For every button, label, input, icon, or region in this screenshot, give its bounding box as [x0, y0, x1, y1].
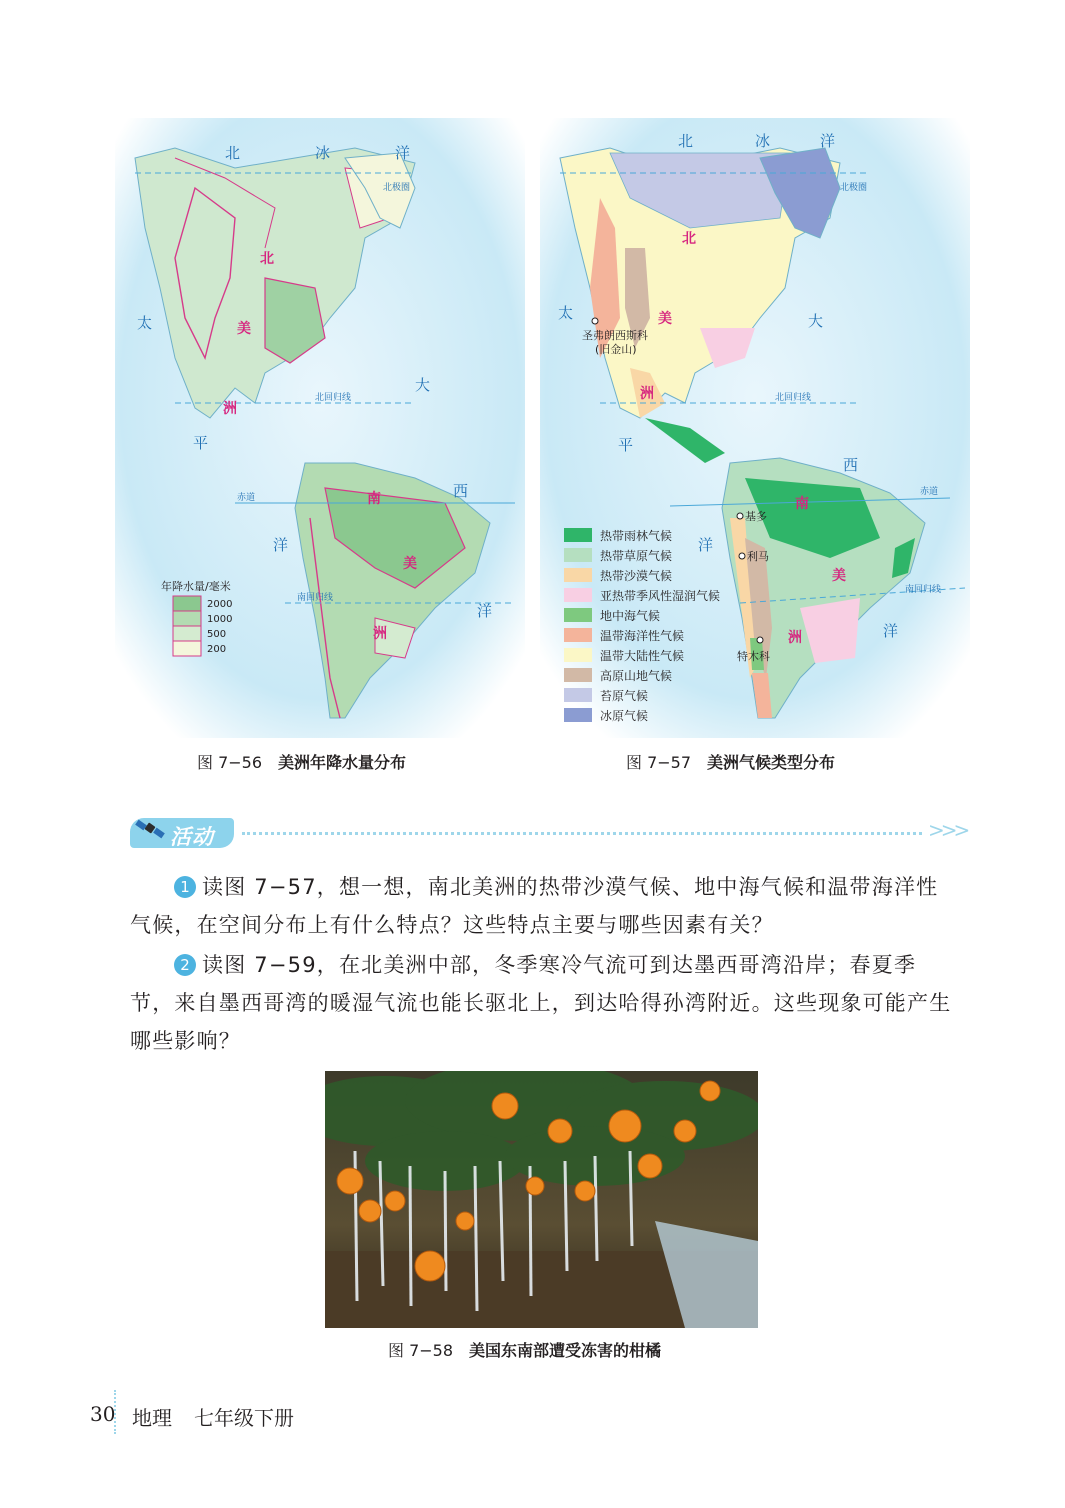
figure-caption-7-56 — [197, 750, 406, 773]
footer-grade: 七年级下册 — [194, 1406, 294, 1430]
figure-caption-7-57 — [626, 750, 835, 773]
activity-header — [130, 812, 967, 856]
caption-number: 图 7−57 — [626, 753, 692, 772]
legend-swatch — [564, 668, 592, 682]
legend-label: 亚热带季风性湿润气候 — [600, 589, 721, 603]
question-number-badge: 2 — [174, 954, 196, 976]
legend-label: 温带海洋性气候 — [600, 629, 685, 643]
legend-swatch — [564, 608, 592, 622]
legend-label: 温带大陆性气候 — [600, 649, 685, 663]
map1-ocean-label: 大 — [415, 376, 431, 394]
legend-swatch — [564, 648, 592, 662]
legend-label: 500 — [207, 629, 227, 640]
map2-ocean-label: 大 — [808, 312, 824, 330]
map1-continent-label: 南 — [367, 491, 381, 507]
map1-continent-label: 美 — [403, 556, 417, 572]
map1-arctic-circle-label: 北极圈 — [383, 183, 411, 193]
map2-ocean-label: 冰 — [755, 132, 771, 150]
map2-continent-label: 北 — [682, 231, 696, 247]
city-marker — [592, 318, 598, 324]
legend-swatch — [564, 528, 592, 542]
map2-ocean-label: 平 — [618, 436, 634, 454]
activity-question-2 — [130, 946, 952, 1060]
map1-continent-label: 洲 — [373, 626, 387, 642]
map1-ocean-label: 洋 — [395, 144, 411, 162]
legend-swatch — [564, 708, 592, 722]
legend-label: 苔原气候 — [600, 689, 649, 703]
map2-ocean-label: 西 — [843, 456, 859, 474]
city-marker — [737, 513, 743, 519]
map1-continent-label: 洲 — [223, 401, 237, 417]
map1-ocean-label: 太 — [137, 314, 153, 332]
question-text: 读图 7−59，在北美洲中部，冬季寒冷气流可到达墨西哥湾沿岸；春夏季节，来自墨西哥湾的暖湿气流也能长驱北上，到达哈得孙湾附近。这些现象可能产生哪些影响？ — [130, 953, 952, 1053]
legend-label: 高原山地气候 — [600, 669, 673, 683]
map2-ocean-label: 洋 — [820, 132, 836, 150]
map2-ocean-label: 洋 — [883, 622, 899, 640]
legend-swatch — [173, 626, 201, 641]
caption-title: 美洲气候类型分布 — [707, 753, 836, 772]
map2-ocean-label: 洋 — [698, 536, 714, 554]
activity-question-1 — [130, 868, 952, 944]
map2-ocean-label: 北 — [678, 132, 694, 150]
legend-swatch — [564, 568, 592, 582]
city-label-quito: 基多 — [745, 510, 767, 523]
legend-swatch — [564, 628, 592, 642]
satellite-icon — [134, 814, 168, 848]
map1-ocean-label: 洋 — [273, 536, 289, 554]
map1-equator-label: 赤道 — [237, 493, 256, 503]
city-label-san-francisco: 圣弗朗西斯科 — [582, 329, 648, 342]
precipitation-map — [115, 118, 525, 738]
map2-tropic-capricorn-label: 南回归线 — [905, 585, 942, 595]
caption-title: 美国东南部遭受冻害的柑橘 — [469, 1341, 662, 1360]
caption-number: 图 7−56 — [197, 753, 263, 772]
figure-caption-7-58 — [388, 1338, 661, 1361]
legend-label: 热带草原气候 — [600, 549, 673, 563]
map1-ocean-label: 冰 — [315, 144, 331, 162]
page-number: 30 — [90, 1402, 116, 1426]
frozen-oranges-photo — [325, 1071, 758, 1328]
footer-divider — [114, 1390, 116, 1434]
map2-equator-label: 赤道 — [920, 487, 939, 497]
legend-swatch — [173, 611, 201, 626]
legend-label: 200 — [207, 644, 227, 655]
map1-ocean-label: 洋 — [477, 602, 493, 620]
map2-continent-label: 洲 — [640, 386, 654, 402]
legend-swatch — [564, 688, 592, 702]
footer-subject: 地理 — [132, 1406, 172, 1430]
map2-continent-label: 洲 — [788, 630, 802, 646]
legend-label: 地中海气候 — [600, 609, 661, 623]
legend-label: 冰原气候 — [600, 709, 649, 723]
legend-swatch — [173, 596, 201, 611]
activity-badge — [130, 818, 234, 848]
question-number-badge: 1 — [174, 876, 196, 898]
legend-label: 热带雨林气候 — [600, 529, 673, 543]
legend-label: 1000 — [207, 614, 233, 625]
city-marker — [739, 553, 745, 559]
legend-title: 年降水量/毫米 — [161, 580, 231, 593]
city-marker — [757, 637, 763, 643]
map1-tropic-cancer-label: 北回归线 — [315, 393, 352, 403]
map2-continent-label: 美 — [658, 311, 672, 327]
map2-ocean-label: 太 — [558, 304, 574, 322]
legend-swatch — [564, 548, 592, 562]
map1-ocean-label: 西 — [453, 482, 469, 500]
question-text: 读图 7−57，想一想，南北美洲的热带沙漠气候、地中海气候和温带海洋性气候，在空间分布上有什么特点？这些特点主要与哪些因素有关？ — [130, 875, 939, 937]
city-label-temuco: 特木科 — [737, 650, 770, 663]
legend-swatch — [564, 588, 592, 602]
caption-number: 图 7−58 — [388, 1341, 454, 1360]
map2-tropic-cancer-label: 北回归线 — [775, 393, 812, 403]
map2-continent-label: 美 — [832, 568, 846, 584]
map1-ocean-label: 平 — [193, 434, 209, 452]
double-arrow-icon: >>> — [928, 818, 967, 842]
map1-tropic-capricorn-label: 南回归线 — [297, 593, 334, 603]
city-label-lima: 利马 — [747, 550, 769, 563]
map1-ocean-label: 北 — [225, 144, 241, 162]
activity-label: 活动 — [170, 825, 214, 849]
map1-continent-label: 美 — [237, 321, 251, 337]
map1-continent-label: 北 — [260, 251, 274, 267]
legend-swatch — [173, 641, 201, 656]
map2-continent-label: 南 — [795, 496, 809, 512]
activity-divider — [242, 832, 922, 835]
footer-book-title — [132, 1402, 316, 1431]
legend-label: 热带沙漠气候 — [600, 569, 673, 583]
legend-label: 2000 — [207, 599, 233, 610]
city-label-san-francisco-alt: (旧金山) — [595, 343, 637, 356]
climate-map — [540, 118, 970, 738]
caption-title: 美洲年降水量分布 — [278, 753, 407, 772]
map2-arctic-circle-label: 北极圈 — [840, 183, 868, 193]
